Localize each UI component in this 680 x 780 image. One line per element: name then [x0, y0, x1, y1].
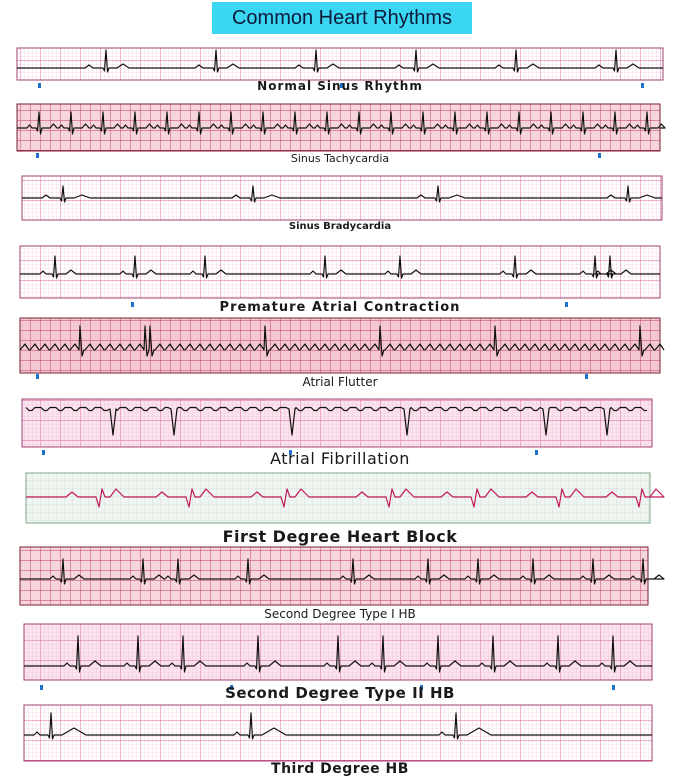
strip-grid-third-degree-hb — [24, 705, 652, 761]
strip-grid-second-degree-type-1-hb — [20, 547, 648, 605]
strip-label-second-degree-type-2-hb: Second Degree Type II HB — [225, 684, 455, 702]
strip-label-premature-atrial-contraction: Premature Atrial Contraction — [219, 300, 461, 315]
strip-label-second-degree-type-1-hb: Second Degree Type I HB — [264, 607, 416, 621]
strip-label-third-degree-hb: Third Degree HB — [271, 761, 409, 777]
strip-label-atrial-fibrillation: Atrial Fibrillation — [270, 449, 410, 468]
strip-label-first-degree-heart-block: First Degree Heart Block — [222, 527, 458, 546]
strip-label-sinus-bradycardia: Sinus Bradycardia — [288, 221, 392, 232]
strip-grid-atrial-fibrillation — [22, 399, 652, 447]
strip-grid-premature-atrial-contraction — [20, 246, 660, 298]
strip-label-atrial-flutter: Atrial Flutter — [302, 375, 378, 389]
page-title: Common Heart Rhythms — [212, 2, 472, 34]
strip-label-normal-sinus-rhythm: Normal Sinus Rhythm — [257, 79, 423, 93]
strip-grid-normal-sinus-rhythm — [17, 48, 663, 80]
strip-label-sinus-tachycardia: Sinus Tachycardia — [290, 152, 390, 165]
